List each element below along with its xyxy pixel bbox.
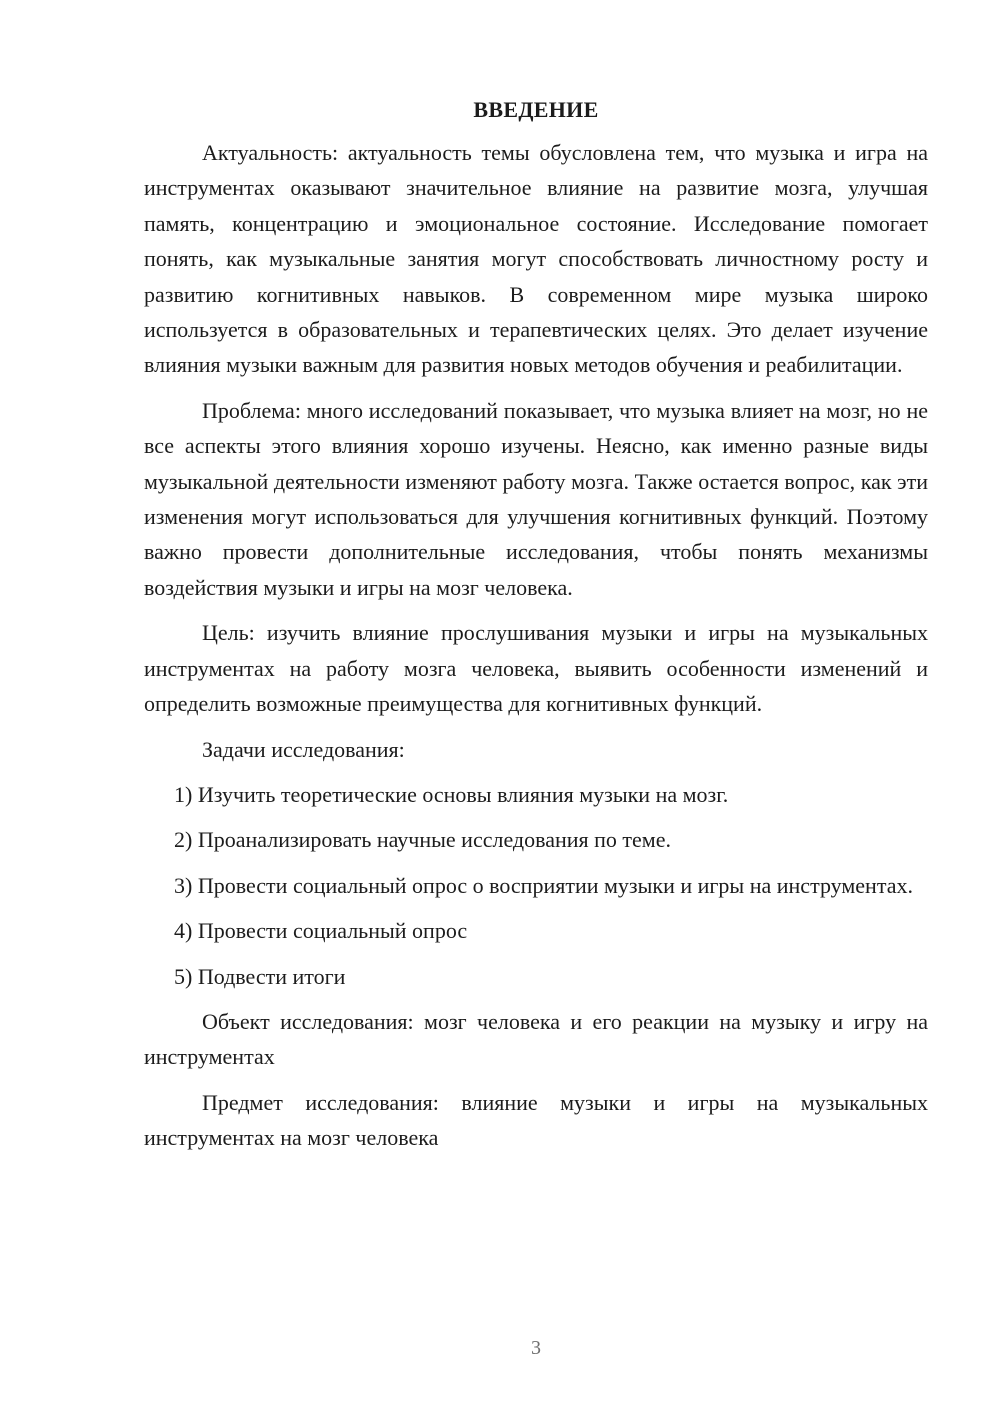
section-title: ВВЕДЕНИЕ (473, 97, 599, 122)
paragraph-relevance: Актуальность: актуальность темы обусловлена тем, что музыка и игра на инструментах оказывают значительное влияние на развитие мозга, улучшая память, концентрацию и эмоциональное состояние. Исследование помогает понять, как музыкальные занятия могут способствовать личностному росту и развитию когнитивных навыков. В современном мире музыка широко используется в образовательных и терапевтических целях. Это делает изучение влияния музыки важным для развития новых методов обучения и реабилитации. (144, 140, 928, 378)
paragraph-problem: Проблема: много исследований показывает, что музыка влияет на мозг, но не все аспекты этого влияния хорошо изучены. Неясно, как именно разные виды музыкальной деятельности изменяют работу мозга. Также остается вопрос, как эти изменения могут использоваться для улучшения когнитивных функций. Поэтому важно провести дополнительные исследования, чтобы понять механизмы воздействия музыки и игры на мозг человека. (144, 397, 928, 600)
paragraph-object: Объект исследования: мозг человека и его реакции на музыку и игру на инструментах (144, 1008, 928, 1070)
page-number: 3 (531, 1337, 541, 1359)
paragraph-goal: Цель: изучить влияние прослушивания музыки и игры на музыкальных инструментах на работу мозга человека, выявить особенности изменений и определить возможные преимущества для когнитивных функций. (144, 620, 928, 717)
task-item-1: 1) Изучить теоретические основы влияния музыки на мозг. (174, 781, 729, 807)
tasks-heading: Задачи исследования: (202, 736, 405, 762)
task-item-3: 3) Провести социальный опрос о восприятии музыки и игры на инструментах. (174, 872, 913, 898)
paragraph-subject: Предмет исследования: влияние музыки и игры на музыкальных инструментах на мозг человека (144, 1089, 928, 1151)
task-item-4: 4) Провести социальный опрос (174, 918, 468, 944)
task-item-5: 5) Подвести итоги (174, 963, 346, 989)
page-content (144, 96, 928, 1166)
task-item-2: 2) Проанализировать научные исследования по теме. (174, 827, 671, 853)
